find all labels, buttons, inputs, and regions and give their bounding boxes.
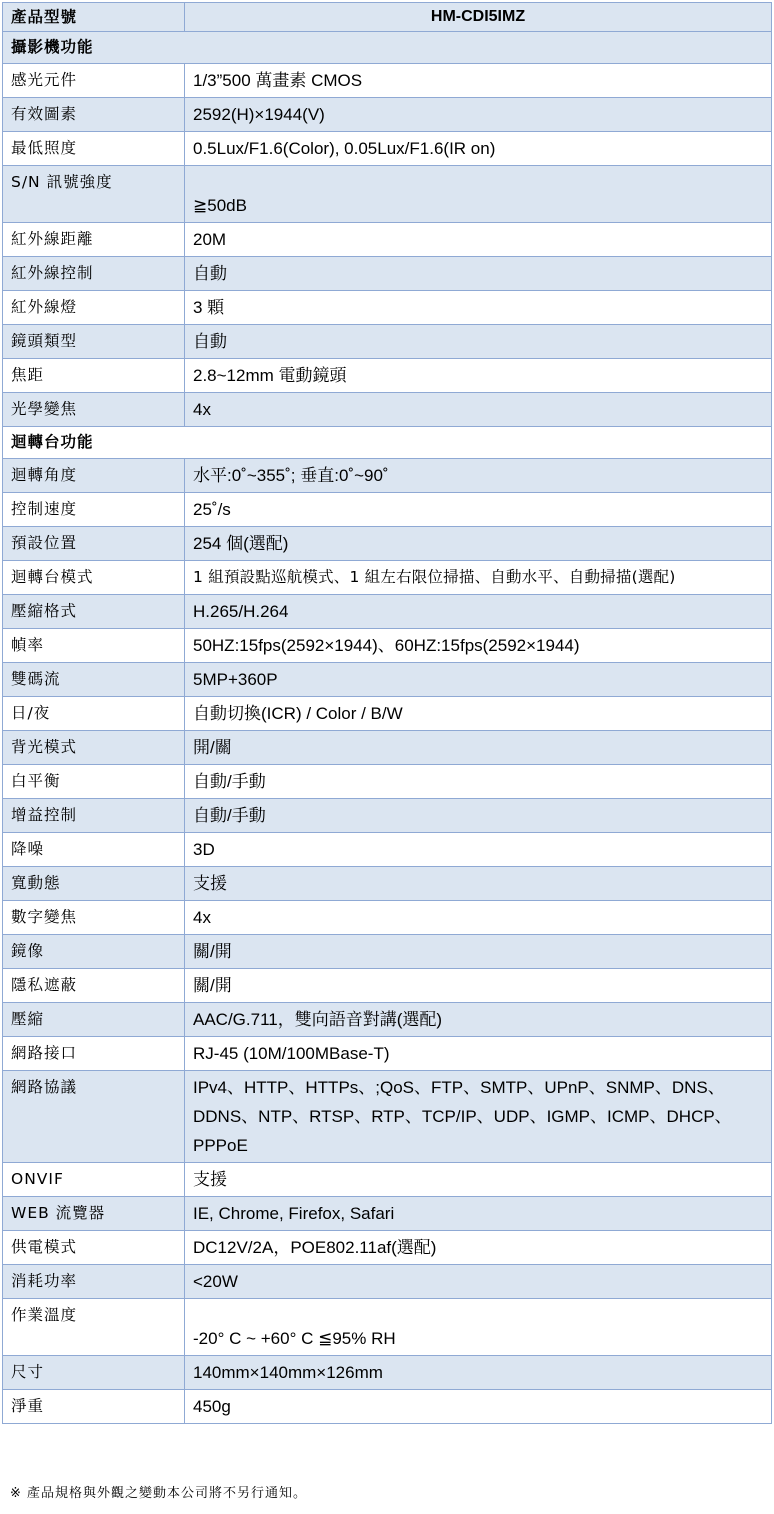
spec-value: <20W bbox=[185, 1265, 772, 1299]
section-title: 迴轉台功能 bbox=[3, 427, 772, 459]
spec-value: 支援 bbox=[185, 867, 772, 901]
spec-key: 紅外線距離 bbox=[3, 223, 185, 257]
table-row bbox=[3, 697, 772, 731]
spec-value: 2592(H)×1944(V) bbox=[185, 98, 772, 132]
spec-value: 關/開 bbox=[185, 969, 772, 1003]
spec-value: 4x bbox=[185, 901, 772, 935]
table-row bbox=[3, 1265, 772, 1299]
table-row bbox=[3, 459, 772, 493]
table-row bbox=[3, 98, 772, 132]
table-row bbox=[3, 1231, 772, 1265]
spec-key: 降噪 bbox=[3, 833, 185, 867]
spec-key: 日/夜 bbox=[3, 697, 185, 731]
table-row bbox=[3, 359, 772, 393]
table-row bbox=[3, 1003, 772, 1037]
spec-key: 網路接口 bbox=[3, 1037, 185, 1071]
spec-key: 白平衡 bbox=[3, 765, 185, 799]
table-row bbox=[3, 799, 772, 833]
spec-key: 焦距 bbox=[3, 359, 185, 393]
spec-value: AAC/G.711，雙向語音對講(選配) bbox=[185, 1003, 772, 1037]
spec-value: H.265/H.264 bbox=[185, 595, 772, 629]
spec-key: 尺寸 bbox=[3, 1356, 185, 1390]
table-row bbox=[3, 1390, 772, 1424]
spec-key: 數字變焦 bbox=[3, 901, 185, 935]
table-row bbox=[3, 291, 772, 325]
table-header-row bbox=[3, 3, 772, 32]
spec-value: 5MP+360P bbox=[185, 663, 772, 697]
spec-value: 自動/手動 bbox=[185, 799, 772, 833]
table-row bbox=[3, 731, 772, 765]
spec-value: 關/開 bbox=[185, 935, 772, 969]
spec-value: 140mm×140mm×126mm bbox=[185, 1356, 772, 1390]
table-row bbox=[3, 969, 772, 1003]
section-pantilt bbox=[3, 427, 772, 459]
spec-value: 1/3”500 萬畫素 CMOS bbox=[185, 64, 772, 98]
table-row bbox=[3, 257, 772, 291]
spec-key: ONVIF bbox=[3, 1163, 185, 1197]
spec-value: 20M bbox=[185, 223, 772, 257]
section-camera bbox=[3, 32, 772, 64]
table-row bbox=[3, 64, 772, 98]
spec-value: 水平:0˚~355˚; 垂直:0˚~90˚ bbox=[185, 459, 772, 493]
spec-key: 最低照度 bbox=[3, 132, 185, 166]
spec-value: 自動切換(ICR) / Color / B/W bbox=[185, 697, 772, 731]
spec-value: 450g bbox=[185, 1390, 772, 1424]
table-row bbox=[3, 629, 772, 663]
table-row bbox=[3, 765, 772, 799]
table-row bbox=[3, 493, 772, 527]
spec-key: 紅外線控制 bbox=[3, 257, 185, 291]
spec-key: 淨重 bbox=[3, 1390, 185, 1424]
table-row bbox=[3, 1163, 772, 1197]
spec-value: 3 顆 bbox=[185, 291, 772, 325]
table-row bbox=[3, 867, 772, 901]
spec-key: 預設位置 bbox=[3, 527, 185, 561]
table-row bbox=[3, 595, 772, 629]
table-row bbox=[3, 1299, 772, 1356]
spec-key: 作業溫度 bbox=[3, 1299, 185, 1356]
spec-table bbox=[2, 2, 772, 1424]
table-row bbox=[3, 527, 772, 561]
spec-value: -20° C ~ +60° C ≦95% RH bbox=[185, 1299, 772, 1356]
table-row bbox=[3, 663, 772, 697]
spec-key: 有效圖素 bbox=[3, 98, 185, 132]
spec-key: 迴轉台模式 bbox=[3, 561, 185, 595]
spec-key: S/N 訊號強度 bbox=[3, 166, 185, 223]
spec-key: 迴轉角度 bbox=[3, 459, 185, 493]
table-row bbox=[3, 1197, 772, 1231]
spec-value: 自動/手動 bbox=[185, 765, 772, 799]
spec-value: DC12V/2A，POE802.11af(選配) bbox=[185, 1231, 772, 1265]
spec-key: 供電模式 bbox=[3, 1231, 185, 1265]
spec-value: IE, Chrome, Firefox, Safari bbox=[185, 1197, 772, 1231]
table-row bbox=[3, 166, 772, 223]
table-row bbox=[3, 132, 772, 166]
footnote: ※ 產品規格與外觀之變動本公司將不另行通知。 bbox=[10, 1486, 308, 1501]
spec-key: 光學變焦 bbox=[3, 393, 185, 427]
spec-value: 3D bbox=[185, 833, 772, 867]
spec-value: 0.5Lux/F1.6(Color), 0.05Lux/F1.6(IR on) bbox=[185, 132, 772, 166]
model-label: 產品型號 bbox=[3, 3, 185, 32]
table-row bbox=[3, 833, 772, 867]
spec-value: RJ-45 (10M/100MBase-T) bbox=[185, 1037, 772, 1071]
spec-key: 增益控制 bbox=[3, 799, 185, 833]
section-title: 攝影機功能 bbox=[3, 32, 772, 64]
table-row bbox=[3, 935, 772, 969]
table-row bbox=[3, 325, 772, 359]
spec-key: 鏡像 bbox=[3, 935, 185, 969]
spec-value: 開/關 bbox=[185, 731, 772, 765]
spec-value: 2.8~12mm 電動鏡頭 bbox=[185, 359, 772, 393]
table-row bbox=[3, 561, 772, 595]
spec-value: 自動 bbox=[185, 325, 772, 359]
spec-key: 寬動態 bbox=[3, 867, 185, 901]
spec-key: 幀率 bbox=[3, 629, 185, 663]
table-row bbox=[3, 393, 772, 427]
spec-key: 壓縮格式 bbox=[3, 595, 185, 629]
spec-key: 壓縮 bbox=[3, 1003, 185, 1037]
spec-key: 感光元件 bbox=[3, 64, 185, 98]
spec-key: 控制速度 bbox=[3, 493, 185, 527]
spec-value: 50HZ:15fps(2592×1944)、60HZ:15fps(2592×1944) bbox=[185, 629, 772, 663]
spec-key: 網路協議 bbox=[3, 1071, 185, 1163]
spec-value: IPv4、HTTP、HTTPs、;QoS、FTP、SMTP、UPnP、SNMP、DNS、DDNS、NTP、RTSP、RTP、TCP/IP、UDP、IGMP、ICMP、DHCP、PPPoE bbox=[185, 1071, 772, 1163]
table-row bbox=[3, 223, 772, 257]
spec-key: 雙碼流 bbox=[3, 663, 185, 697]
spec-key: WEB 流覽器 bbox=[3, 1197, 185, 1231]
table-row bbox=[3, 1356, 772, 1390]
spec-key: 鏡頭類型 bbox=[3, 325, 185, 359]
spec-value: 支援 bbox=[185, 1163, 772, 1197]
table-row bbox=[3, 1071, 772, 1163]
spec-key: 背光模式 bbox=[3, 731, 185, 765]
spec-value: 自動 bbox=[185, 257, 772, 291]
spec-value: ≧50dB bbox=[185, 166, 772, 223]
table-row bbox=[3, 901, 772, 935]
model-number: HM-CDI5IMZ bbox=[185, 3, 772, 32]
spec-key: 紅外線燈 bbox=[3, 291, 185, 325]
table-row bbox=[3, 1037, 772, 1071]
spec-value: 1 組預設點巡航模式、1 組左右限位掃描、自動水平、自動掃描(選配) bbox=[185, 561, 772, 595]
spec-value: 25˚/s bbox=[185, 493, 772, 527]
spec-key: 消耗功率 bbox=[3, 1265, 185, 1299]
spec-value: 254 個(選配) bbox=[185, 527, 772, 561]
spec-value: 4x bbox=[185, 393, 772, 427]
spec-key: 隱私遮蔽 bbox=[3, 969, 185, 1003]
